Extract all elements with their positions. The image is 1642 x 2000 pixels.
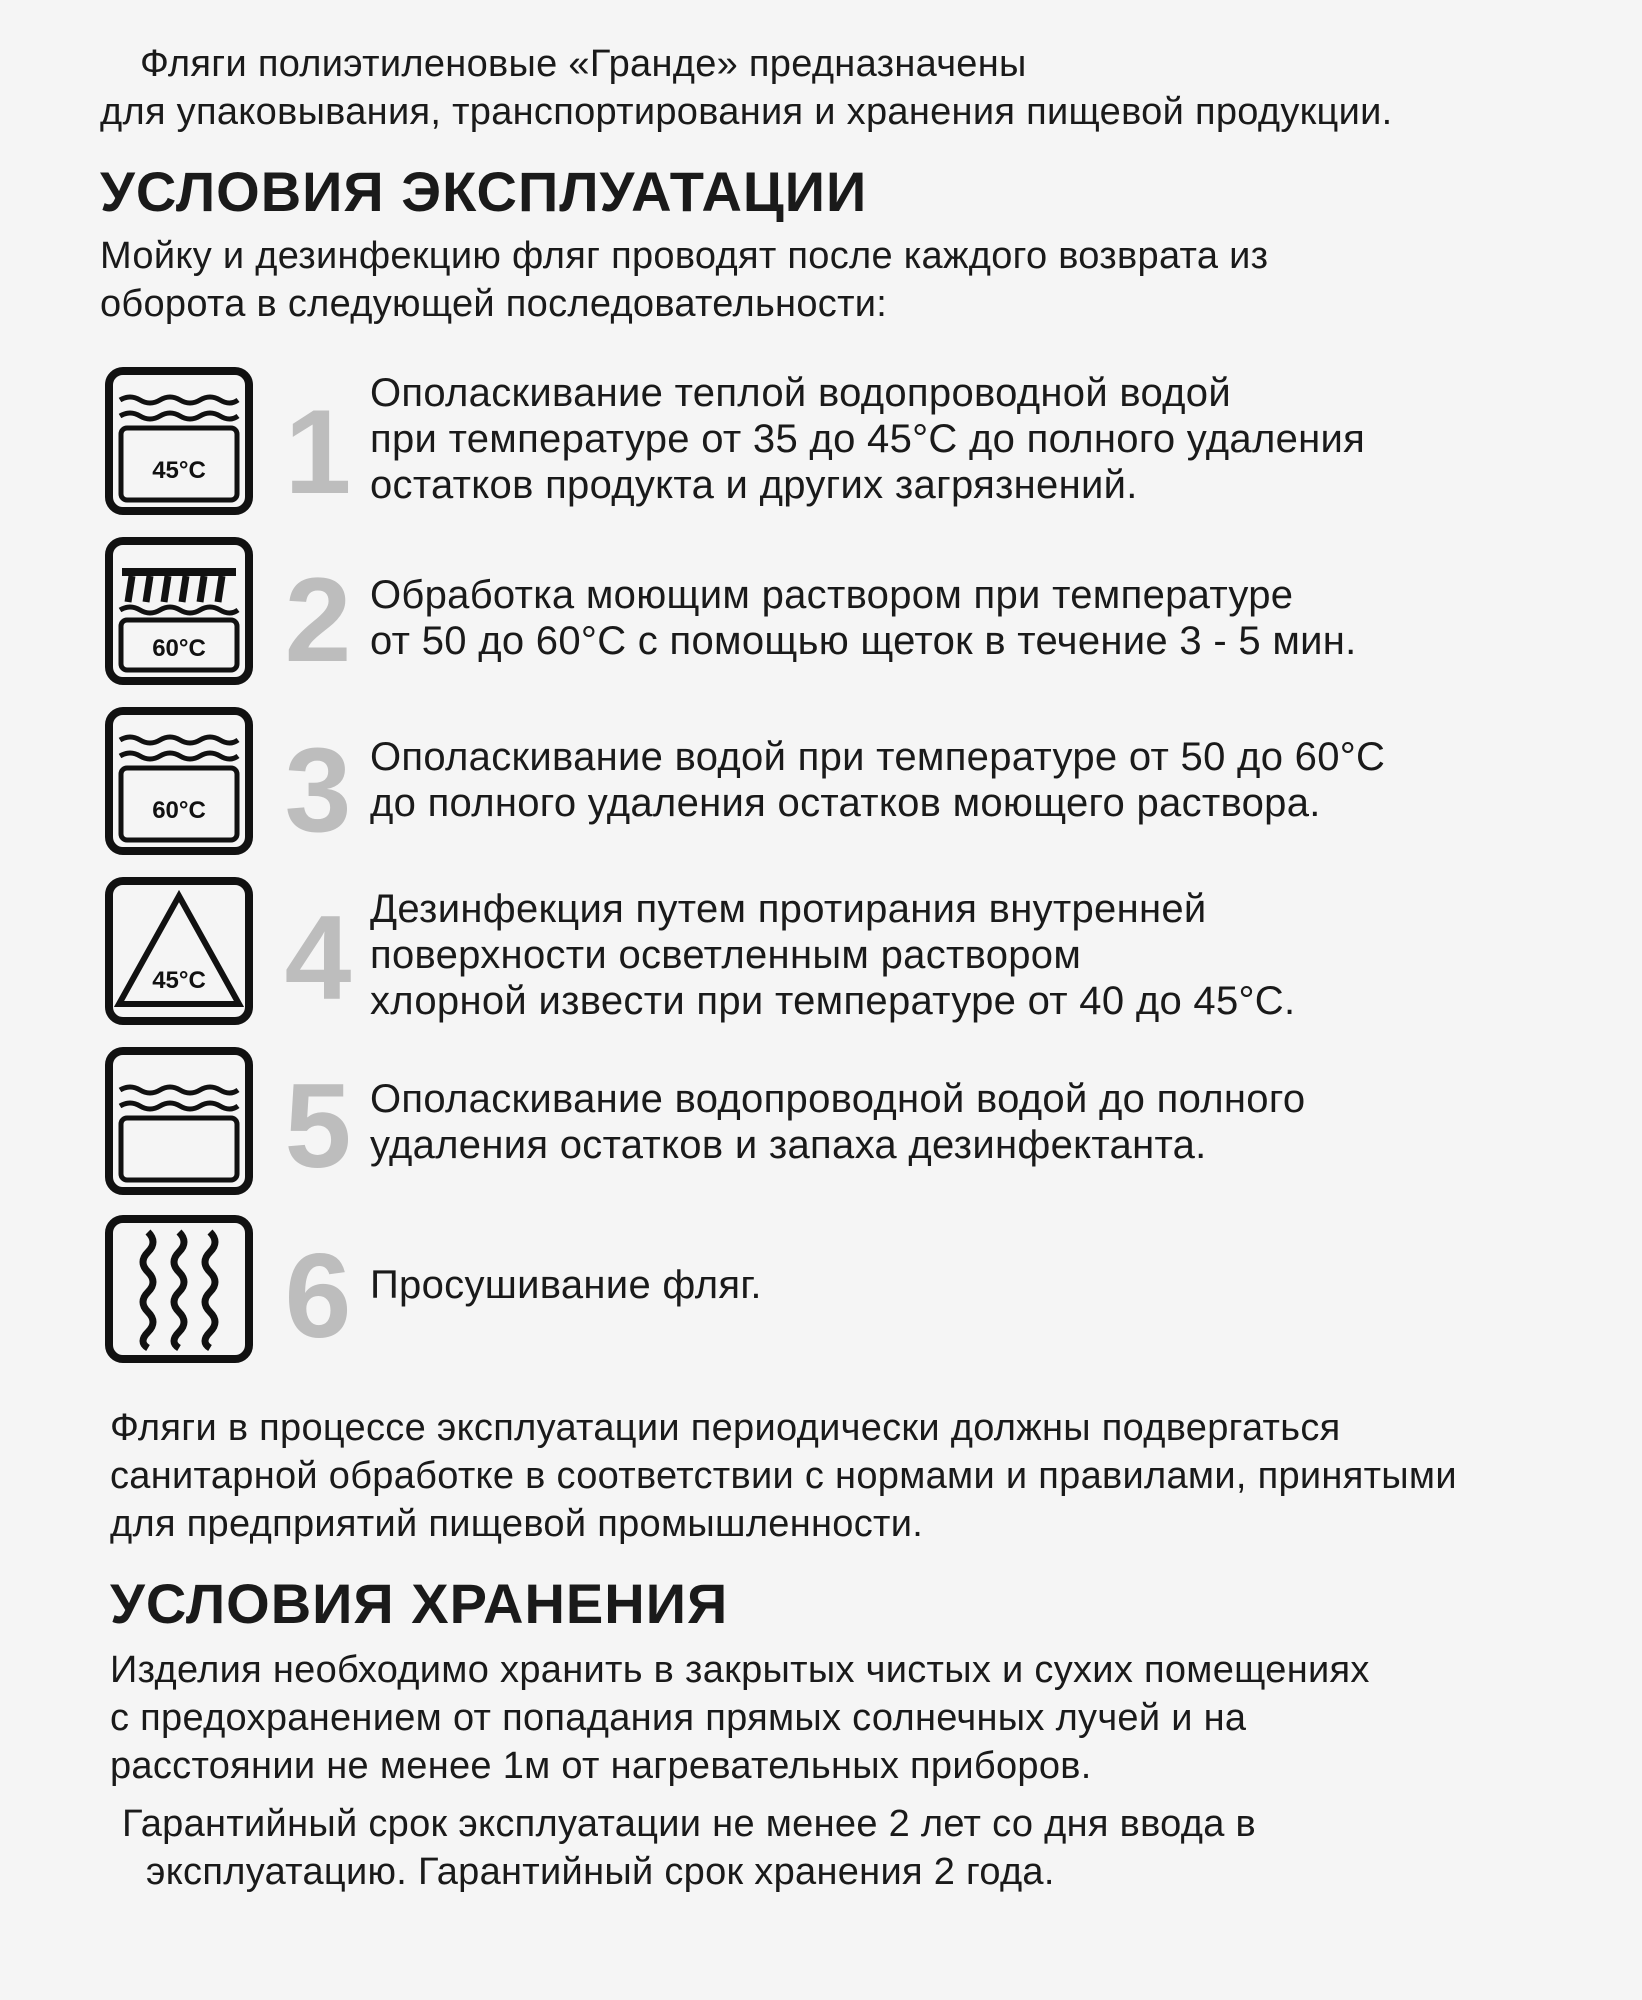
sanitary-line-2: санитарной обработке в соответствии с нормами и правилами, принятыми	[110, 1455, 1457, 1497]
storage-paragraph	[110, 1646, 1610, 1790]
step-1-line-1: Ополаскивание теплой водопроводной водой	[370, 371, 1231, 415]
warranty-paragraph	[122, 1800, 1602, 1896]
wash-water-icon	[104, 706, 254, 856]
sanitary-paragraph	[110, 1404, 1610, 1548]
step-1-number: 1	[284, 385, 352, 519]
step-4-text	[370, 886, 1600, 1024]
operation-lead-line-2: оборота в следующей последовательности:	[100, 283, 888, 325]
rinse-water-icon	[104, 1046, 254, 1196]
step-1-line-2: при температуре от 35 до 45°C до полного удаления	[370, 417, 1366, 461]
operation-lead-line-1: Мойку и дезинфекцию фляг проводят после каждого возврата из	[100, 235, 1269, 277]
dry-icon	[104, 1214, 254, 1364]
wash-water-icon	[104, 366, 254, 516]
storage-heading: УСЛОВИЯ ХРАНЕНИЯ	[110, 1572, 729, 1635]
sanitary-line-1: Фляги в процессе эксплуатации периодически должны подвергаться	[110, 1407, 1341, 1449]
disinfect-triangle-icon	[104, 876, 254, 1026]
step-2-text	[370, 572, 1600, 664]
step-3-line-1: Ополаскивание водой при температуре от 50 до 60°C	[370, 735, 1386, 779]
storage-line-2: с предохранением от попадания прямых солнечных лучей и на	[110, 1697, 1247, 1739]
step-4-icon-label: 45°C	[152, 967, 206, 994]
storage-line-3: расстоянии не менее 1м от нагревательных приборов.	[110, 1745, 1092, 1787]
warranty-line-2: эксплуатацию. Гарантийный срок хранения 2 года.	[146, 1851, 1055, 1893]
storage-line-1: Изделия необходимо хранить в закрытых чистых и сухих помещениях	[110, 1649, 1370, 1691]
step-4-line-2: поверхности осветленным раствором	[370, 933, 1082, 977]
step-2-icon-label: 60°C	[152, 635, 206, 662]
step-5-number: 5	[284, 1059, 352, 1193]
step-4-number: 4	[284, 891, 352, 1025]
sanitary-line-3: для предприятий пищевой промышленности.	[110, 1503, 924, 1545]
step-3-number: 3	[284, 723, 352, 857]
step-2-line-2: от 50 до 60°C с помощью щеток в течение 3 - 5 мин.	[370, 619, 1357, 663]
step-2-number: 2	[284, 553, 352, 687]
step-4-line-1: Дезинфекция путем протирания внутренней	[370, 887, 1207, 931]
intro-line-1: Фляги полиэтиленовые «Гранде» предназначены	[140, 43, 1027, 85]
wash-brush-icon	[104, 536, 254, 686]
step-1-icon-label: 45°C	[152, 457, 206, 484]
step-2-line-1: Обработка моющим раствором при температуре	[370, 573, 1294, 617]
step-5-text	[370, 1076, 1600, 1168]
step-1-line-3: остатков продукта и других загрязнений.	[370, 463, 1138, 507]
step-3-icon-label: 60°C	[152, 797, 206, 824]
step-4-line-3: хлорной извести при температуре от 40 до 45°C.	[370, 979, 1296, 1023]
step-3-text	[370, 734, 1600, 826]
step-6-text	[370, 1262, 1600, 1308]
step-6-line-1: Просушивание фляг.	[370, 1263, 762, 1307]
warranty-line-1: Гарантийный срок эксплуатации не менее 2 лет со дня ввода в	[122, 1803, 1257, 1845]
step-1-text	[370, 370, 1600, 508]
step-5-line-2: удаления остатков и запаха дезинфектанта.	[370, 1123, 1207, 1167]
step-5-line-1: Ополаскивание водопроводной водой до полного	[370, 1077, 1306, 1121]
operation-heading: УСЛОВИЯ ЭКСПЛУАТАЦИИ	[100, 160, 868, 223]
intro-line-2: для упаковывания, транспортирования и хранения пищевой продукции.	[100, 91, 1393, 133]
step-3-line-2: до полного удаления остатков моющего раствора.	[370, 781, 1321, 825]
step-6-number: 6	[284, 1229, 352, 1363]
